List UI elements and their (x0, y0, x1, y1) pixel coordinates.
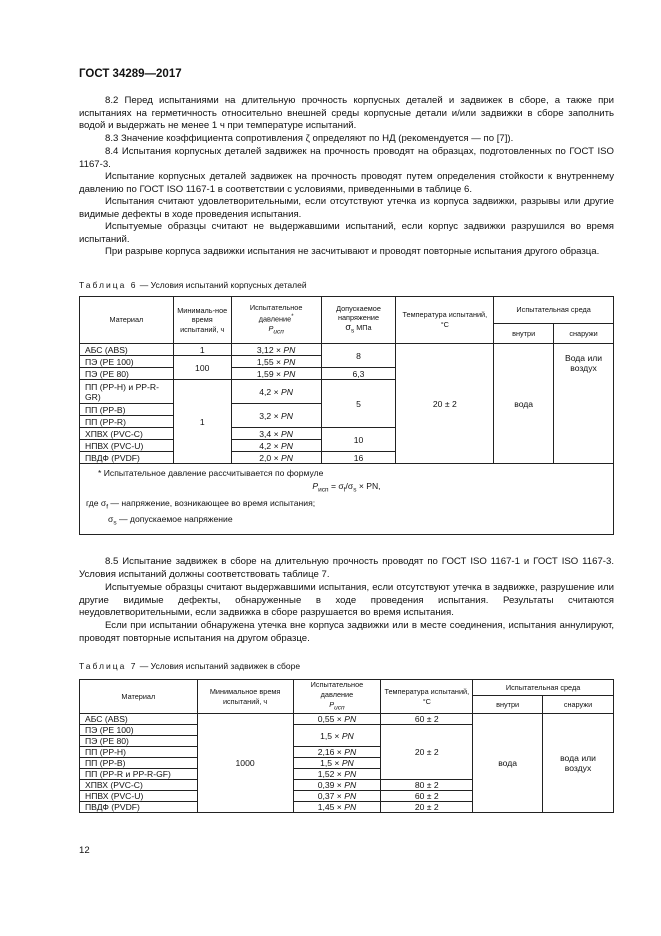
table6-caption: Таблица 6 — Условия испытаний корпусных деталей (79, 280, 307, 290)
stress-value: 8 (321, 344, 396, 368)
header-medium: Испытательная среда (494, 297, 614, 324)
paragraph-failed: Испытуемые образцы считают не выдержавшими испытаний, если корпус задвижки разрушился во время испытаний. (79, 221, 614, 245)
stress-value: 6,3 (321, 368, 396, 380)
header-pressure: Испытательное давление $P_{исп}$ (293, 680, 381, 714)
header-outside: снаружи (543, 696, 614, 714)
table-row-material: ПВДФ (PVDF) (80, 802, 198, 813)
stress-value: 5 (321, 380, 396, 428)
outside-value: вода или воздух (543, 714, 614, 813)
paragraph-8-4: 8.4 Испытания корпусных деталей задвижек на прочность проводят на образцах, подготовленных по ГОСТ ISO 1167-3. (79, 146, 614, 170)
table-7 (79, 679, 614, 813)
paragraph-8-3: 8.3 Значение коэффициента сопротивления ζ определяют по НД (рекомендуется — по [7]). (105, 133, 514, 144)
table-row-material: НПВХ (PVC-U) (80, 791, 198, 802)
header-material: Материал (80, 680, 198, 714)
table-row-material: ПП (PP-H) (80, 747, 198, 758)
stress-value: 10 (321, 428, 396, 452)
table-row-material: ПП (PP-B) (80, 758, 198, 769)
pressure-value: 0,55 × PN (293, 714, 381, 725)
header-min-time: Минималь-ное время испытаний, ч (173, 297, 231, 344)
footnote-definition: где $\sigma_f$ — напряжение, возникающее во время испытания; (86, 497, 316, 511)
header-stress: Допускаемое напряжение $\sigma_s$ МПа (321, 297, 396, 344)
footnote-formula: $P_{исп} = \sigma_f/\sigma_s$ × PN, (312, 481, 381, 494)
temperature-value: 60 ± 2 (381, 714, 473, 725)
table-row-material: ПП (PP-R и PP-R-GF) (80, 769, 198, 780)
pressure-value: 1,45 × PN (293, 802, 381, 813)
time-value: 1 (173, 380, 231, 464)
header-temperature: Температура испытаний, °С (381, 680, 473, 714)
time-value: 1 (173, 344, 231, 356)
table-row-material: АБС (ABS) (80, 714, 198, 725)
document-header: ГОСТ 34289—2017 (79, 68, 182, 80)
header-temperature: Температура испытаний, °С (396, 297, 494, 344)
header-inside: внутри (473, 696, 543, 714)
temperature-value: 80 ± 2 (381, 780, 473, 791)
temperature-value: 20 ± 2 (381, 802, 473, 813)
pressure-value: 0,39 × PN (293, 780, 381, 791)
table-6 (79, 296, 614, 535)
table-row-material: ХПВХ (PVC-C) (80, 428, 174, 440)
outside-value: Вода или воздух (554, 344, 614, 464)
pressure-value: 1,55 × PN (231, 356, 321, 368)
pressure-value: 3,12 × PN (231, 344, 321, 356)
header-material: Материал (80, 297, 174, 344)
table-row-material: ПЭ (PE 80) (80, 736, 198, 747)
inside-value: вода (494, 344, 554, 464)
footnote-definition: $\sigma_s$ — допускаемое напряжение (108, 514, 233, 528)
table-row-material: НПВХ (PVC-U) (80, 440, 174, 452)
table-row-material: ПЭ (PE 100) (80, 356, 174, 368)
stress-value: 16 (321, 452, 396, 464)
table-row-material: ПП (PP-H) и PP-R-GR) (80, 380, 174, 404)
table-row-material: ХПВХ (PVC-C) (80, 780, 198, 791)
page-number: 12 (79, 845, 90, 856)
pressure-value: 3,4 × PN (231, 428, 321, 440)
table-row-material: ПЭ (PE 80) (80, 368, 174, 380)
footnote-line: * Испытательное давление рассчитывается по формуле (98, 468, 324, 478)
table-row-material: ПЭ (PE 100) (80, 725, 198, 736)
table-row-material: АБС (ABS) (80, 344, 174, 356)
pressure-value: 1,59 × PN (231, 368, 321, 380)
table7-caption: Таблица 7 — Условия испытаний задвижек в сборе (79, 661, 301, 671)
paragraph-rupture: При разрыве корпуса задвижки испытания не засчитывают и проводят повторные испытания другого образца. (105, 246, 600, 257)
paragraph-satisfactory: Испытания считают удовлетворительными, если отсутствуют утечка из корпуса задвижки, разрывы или другие видимые дефекты в ходе проведения испытания. (79, 196, 614, 220)
table-row-material: ПП (PP-B) (80, 404, 174, 416)
pressure-value: 4,2 × PN (231, 440, 321, 452)
pressure-value: 0,37 × PN (293, 791, 381, 802)
paragraph-strength-test: Испытание корпусных деталей задвижек на прочность проводят путем определения стойкости к внутреннему давлению по ГОСТ ISO 1167-1 в соответствии с условиями, приведенными в таблице 6. (79, 171, 614, 195)
temperature-value: 60 ± 2 (381, 791, 473, 802)
pressure-value: 2,16 × PN (293, 747, 381, 758)
pressure-value: 4,2 × PN (231, 380, 321, 404)
pressure-value: 1,5 × PN (293, 758, 381, 769)
paragraph-leak: Если при испытании обнаружена утечка вне корпуса задвижки или в месте соединения, испытания аннулируют, проводят повторные испытания на другом образце. (79, 620, 614, 644)
paragraph-8-2: 8.2 Перед испытаниями на длительную прочность корпусных деталей и задвижек в сборе, а также при испытаниях на герметичность относительно внешней среды корпусные детали и/или задвижки в сборе заполнить водой и выдержать не менее 1 ч при температуре испытаний. (79, 95, 614, 132)
inside-value: вода (473, 714, 543, 813)
table6-footnote (80, 464, 614, 535)
header-medium: Испытательная среда (473, 680, 614, 696)
header-min-time: Минимальное время испытаний, ч (197, 680, 293, 714)
header-pressure: Испытательное давление* $P_{исп}$ (231, 297, 321, 344)
pressure-value: 3,2 × PN (231, 404, 321, 428)
time-value: 1000 (197, 714, 293, 813)
table-row-material: ПП (PP-R) (80, 416, 174, 428)
temperature-value: 20 ± 2 (396, 344, 494, 464)
pressure-value: 2,0 × PN (231, 452, 321, 464)
table-row-material: ПВДФ (PVDF) (80, 452, 174, 464)
temperature-value: 20 ± 2 (381, 725, 473, 780)
time-value: 100 (173, 356, 231, 380)
pressure-value: 1,5 × PN (293, 725, 381, 747)
pressure-value: 1,52 × PN (293, 769, 381, 780)
header-outside: снаружи (554, 324, 614, 344)
header-inside: внутри (494, 324, 554, 344)
paragraph-8-5: 8.5 Испытание задвижек в сборе на длительную прочность проводят по ГОСТ ISO 1167-1 и ГОСТ ISO 1167-3. Условия испытаний должны соответствовать таблице 7. (79, 556, 614, 580)
paragraph-passed: Испытуемые образцы считают выдержавшими испытания, если отсутствуют утечка в задвижке, разрушение или другие видимые дефекты, обнаруженные в ходе проведения испытания. Результаты считаются неудовлетворительными, если задвижка в сборе разрушается во время испытания. (79, 582, 614, 619)
